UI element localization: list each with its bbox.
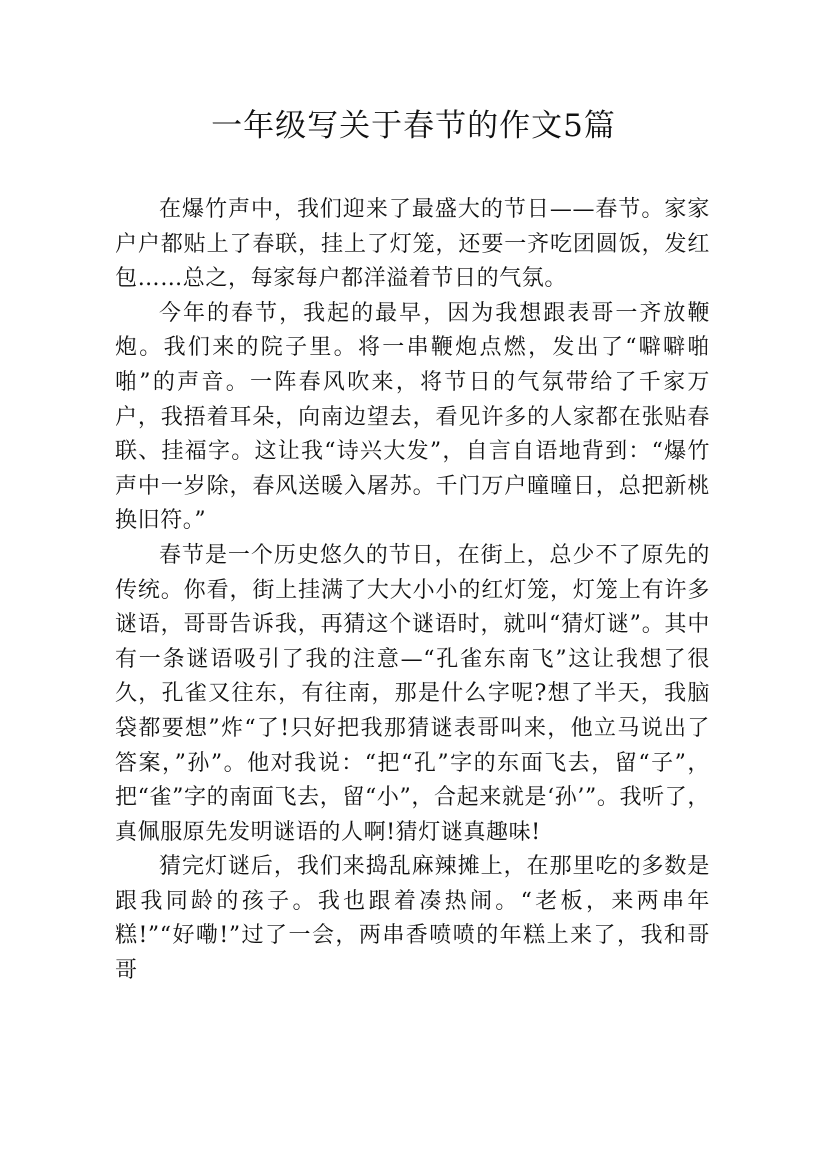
paragraph-4: 猜完灯谜后，我们来捣乱麻辣摊上，在那里吃的多数是跟我同龄的孩子。我也跟着凑热闹。“老板，来两串年糕!”“好嘞!”过了一会，两串香喷喷的年糕上来了，我和哥哥 — [115, 854, 710, 984]
paragraph-1: 在爆竹声中，我们迎来了最盛大的节日——春节。家家户户都贴上了春联，挂上了灯笼，还要一齐吃团圆饭，发红包……总之，每家每户都洋溢着节日的气氛。 — [115, 197, 710, 292]
paragraph-3: 春节是一个历史悠久的节日，在街上，总少不了原先的传统。你看，街上挂满了大大小小的红灯笼，灯笼上有许多谜语，哥哥告诉我，再猜这个谜语时，就叫“猜灯谜”。其中有一条谜语吸引了我的注意—“孔雀东南飞”这让我想了很久，孔雀又往东，有往南，那是什么字呢?想了半天，我脑袋都要想”炸“了!只好把我那猜谜表哥叫来，他立马说出了答案，”孙”。他对我说：“把“孔”字的东面飞去，留“子”，把“雀”字的南面飞去，留“小”，合起来就是‘孙’”。我听了，真佩服原先发明谜语的人啊!猜灯谜真趣味! — [115, 542, 710, 845]
document-title: 一年级写关于春节的作文5篇 — [211, 108, 616, 144]
paragraph-2: 今年的春节，我起的最早，因为我想跟表哥一齐放鞭炮。我们来的院子里。将一串鞭炮点燃，发出了“噼噼啪啪”的声音。一阵春风吹来，将节日的气氛带给了千家万户，我捂着耳朵，向南边望去，看见许多的人家都在张贴春联、挂福字。这让我“诗兴大发”，自言自语地背到：“爆竹声中一岁除，春风送暖入屠苏。千门万户曈曈日，总把新桃换旧符。” — [115, 300, 710, 534]
document-body — [115, 193, 710, 989]
